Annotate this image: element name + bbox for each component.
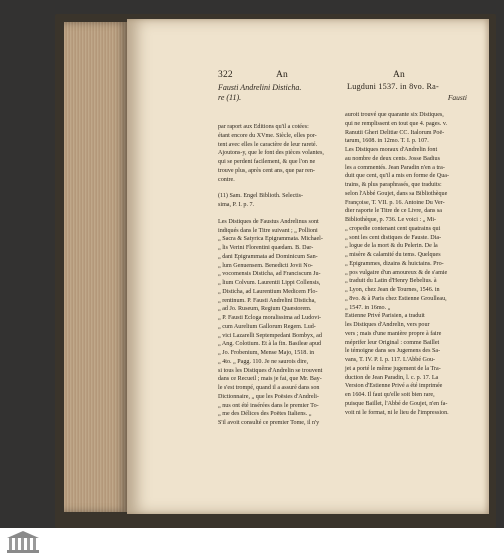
text-line: dans ce Recueil ; mais je fai, que Mr. Bay- <box>218 376 322 383</box>
text-line: les Distiques d'Andrelin, vers pour <box>345 322 430 328</box>
text-line <box>345 103 467 111</box>
text-line: voit ni le format, ni le lieu de l'impression. <box>345 409 449 416</box>
text-line: Bibliothèque, p. 736. Le voici : „ Mi- <box>345 217 437 223</box>
text-line: vers ; mais d'une manière propre à faire <box>345 330 442 337</box>
text-line: trains, & plus paraphrasés, que traduits: <box>345 182 442 188</box>
text-line: „ vici Lazarelli Septempedani Bombyx, ad <box>218 332 322 339</box>
text-line: „ Sacra & Satyrica Epigrammata. Michael- <box>218 236 323 243</box>
text-line: Dictionnaire, „ que les Poësies d'Andreli- <box>218 393 319 400</box>
text-line: Version d'Estienne Privé a été imprimée <box>345 383 443 390</box>
running-title: Lugduni 1537. in 8vo. Ra- <box>347 82 439 91</box>
page-edges <box>64 22 128 512</box>
text-line: „ lium Colvum. Laurentii Lippi Collensis, <box>218 280 321 286</box>
text-line: „ vocomensis Disticha, ad Franciscum Ju- <box>218 271 321 278</box>
text-line: tent avec elles le caractère de leur rareté. <box>218 141 318 148</box>
text-line: „ P. Fausti Ecloga moralissima ad Ludovi- <box>218 315 322 321</box>
text-line: „ lum Genuensem. Benedicti Jovii No- <box>218 262 313 269</box>
text-line: jet a porté le même jugement de la Tra- <box>345 365 441 372</box>
text-line: vans, T. IV. P. I. p. 117. L'Abbé Gou- <box>345 357 436 363</box>
text-line: étant encore du XVme. Siècle, elles por- <box>218 132 317 139</box>
text-line: „ traduit du Latin d'Henry Bebelius. à <box>345 278 437 285</box>
text-line: „ rentinum. P. Fausti Andrelini Disticha, <box>218 297 316 304</box>
text-line <box>218 184 336 192</box>
text-line: „ Ang. Colotium. Et à la fin. Basileæ apud <box>218 341 322 348</box>
text-line: „ me des Délices des Poëtes Italiens. „ <box>218 411 312 418</box>
text-line <box>218 103 336 123</box>
text-line: „ Lyon, chez Jean de Tournes, 1546. in <box>345 287 440 293</box>
text-line: „ nus ont été insérées dans le premier To- <box>218 402 319 409</box>
text-line: Ajoutons-y, que le font des pièces volantes, <box>218 150 324 157</box>
text-line: „ logue de la mort & du Pelerin. De la <box>345 243 438 250</box>
text-line: „ dani Epigrammata ad Dominicum San- <box>218 253 318 260</box>
text-line: auroit trouvé que quarante six Distiques, <box>345 112 444 118</box>
text-line: le témoigne dans ses Jugemens des Sa- <box>345 348 441 355</box>
text-line: selon l'Abbé Goujet, dans sa Bibliothèque <box>345 190 448 197</box>
text-line: méprifer leur Original : comme Baillet <box>345 339 440 346</box>
text-line: au nombre de deux cents. Josse Badius <box>345 155 440 162</box>
text-line: puisque Baillet, l'Abbé de Goujet, n'en fa- <box>345 400 448 407</box>
text-line: tarum, 1608. in 12mo. T. I. p. 107. <box>345 138 429 145</box>
header-left-word: An <box>276 70 289 80</box>
page-number: 322 <box>218 70 233 80</box>
text-line: les a commentés. Jean Paradin n'en a tra- <box>345 164 445 171</box>
text-line: Ranutii Gheri Delitiæ CC. Italorum Poë- <box>345 129 445 136</box>
text-line: „ Jo. Frobenium, Mense Majo, 1518. in <box>218 350 315 356</box>
text-line: „ Epigrammes, dizains & huictains. Pro- <box>345 260 444 267</box>
text-line: Les Distiques de Faustus Andrelinus sont <box>218 218 319 225</box>
text-line: en 1604. Il faut qu'elle soit bien rare, <box>345 392 435 398</box>
right-column <box>345 93 467 417</box>
text-line: „ lis Verini Florentini quædam. B. Dar- <box>218 245 314 251</box>
text-line: le s'est trompé, quand il a assuré dans son <box>218 385 320 391</box>
text-line: qui ne remplissent en tout que 4. pages. v. <box>345 120 447 127</box>
text-line: S'il avoit consulté ce premier Tome, il n'y <box>218 420 320 426</box>
text-line: „ 8vo. & à Paris chez Estienne Groulleau, <box>345 295 447 302</box>
text-line: „ cum Aurelium Gallorum Regem. Lud- <box>218 323 316 330</box>
text-line: „ pos vulgaire d'un amoureux & de s'amie <box>345 269 448 276</box>
library-logo-icon <box>6 530 40 555</box>
viewer-footer-bar <box>0 528 504 557</box>
left-column <box>218 83 336 428</box>
text-line: „ 1547. in 16mo. „ <box>345 304 391 311</box>
text-line: dier raporte le Titre de ce Livre, dans sa <box>345 208 442 215</box>
text-line: Estienne Privé Parisien, a traduit <box>345 313 425 320</box>
text-line: trouve plus, après cent ans, que par ren- <box>218 167 315 174</box>
text-line: par raport aux Editions qu'il a cotées: <box>218 124 309 130</box>
text-line: duction de Jean Paradin, l. c. p. 17. La <box>345 374 439 381</box>
text-line: „ sont les cent distiques de Fauste. Dia- <box>345 234 442 241</box>
text-line: „ ad Jo. Ruseum, Regium Quæstorem. <box>218 306 312 313</box>
text-line: indiqués dans le Titre suivant ; „ Pollioni <box>218 227 318 234</box>
text-line: si tous les Distiques d'Andrelin se trouvent <box>218 367 323 374</box>
footnote-line: (11) Sam. Engel Biblioth. Selectis- <box>218 193 304 200</box>
catchword: Fausti <box>447 93 467 102</box>
footnote-line: sima, P. I. p. 7. <box>218 202 255 208</box>
text-line: duit que cent, qu'il a mis en forme de Qua- <box>345 173 449 180</box>
text-line: „ 4to. „ Pagg. 110. Je ne saurois dire, <box>218 358 309 365</box>
text-line <box>218 210 336 218</box>
text-line: Fausti Andrelini Disticha. <box>218 83 302 92</box>
header-right-word: An <box>393 70 406 80</box>
text-line: contre. <box>218 176 235 183</box>
text-line: Françoise, T. VII. p. 16. Antoine Du Ver- <box>345 199 445 206</box>
text-line: „ cropedie contenant cent quatrains qui <box>345 225 441 232</box>
text-line: „ Disticha, ad Laurentium Medicem Flo- <box>218 288 318 295</box>
text-line: Les Distiques moraux d'Andrelin font <box>345 147 438 153</box>
text-line: „ misère & calamité du tems. Quelques <box>345 252 441 258</box>
text-line: re (11). <box>218 93 242 102</box>
text-line: qui se perdent facilement, & que l'on ne <box>218 159 316 165</box>
